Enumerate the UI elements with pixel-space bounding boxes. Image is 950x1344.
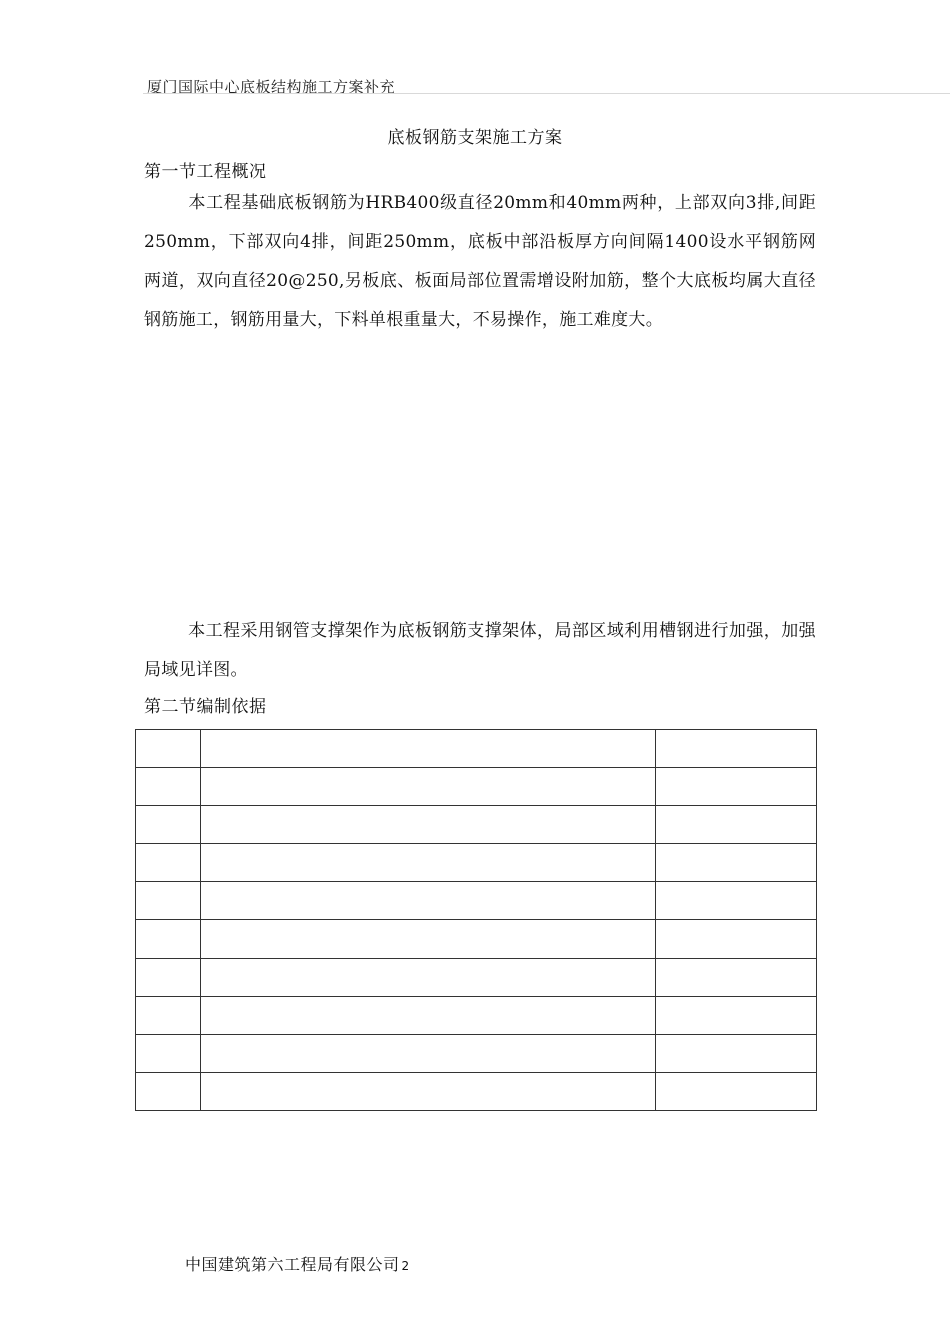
table-row bbox=[136, 996, 817, 1034]
table-cell bbox=[136, 882, 201, 920]
section-heading-basis: 第二节编制依据 bbox=[144, 697, 267, 717]
footer-company: 中国建筑第六工程局有限公司 bbox=[185, 1255, 400, 1274]
basis-table-body bbox=[136, 730, 817, 1111]
table-row bbox=[136, 1034, 817, 1072]
table-cell bbox=[136, 730, 201, 768]
table-cell bbox=[136, 1034, 201, 1072]
table-cell bbox=[656, 958, 817, 996]
table-row bbox=[136, 768, 817, 806]
table-cell bbox=[656, 1072, 817, 1110]
table-cell bbox=[656, 996, 817, 1034]
table-row bbox=[136, 730, 817, 768]
table-cell bbox=[201, 730, 656, 768]
table-cell bbox=[201, 1072, 656, 1110]
section-heading-overview: 第一节工程概况 bbox=[144, 162, 267, 182]
table-cell bbox=[656, 882, 817, 920]
table-cell bbox=[201, 844, 656, 882]
basis-table bbox=[135, 729, 817, 1111]
support-paragraph-text: 本工程采用钢管支撑架作为底板钢筋支撑架体，局部区域利用槽钢进行加强，加强局域见详图。 bbox=[144, 621, 816, 680]
table-row bbox=[136, 882, 817, 920]
header-rule bbox=[143, 93, 950, 94]
table-cell bbox=[201, 996, 656, 1034]
table-cell bbox=[201, 1034, 656, 1072]
table-cell bbox=[656, 1034, 817, 1072]
table-cell bbox=[656, 806, 817, 844]
table-cell bbox=[136, 806, 201, 844]
table-row bbox=[136, 1072, 817, 1110]
table-cell bbox=[656, 844, 817, 882]
table-cell bbox=[656, 768, 817, 806]
table-cell bbox=[201, 920, 656, 958]
table-cell bbox=[136, 958, 201, 996]
table-cell bbox=[136, 844, 201, 882]
table-cell bbox=[136, 1072, 201, 1110]
table-row bbox=[136, 844, 817, 882]
document-title: 底板钢筋支架施工方案 bbox=[387, 128, 563, 148]
table-row bbox=[136, 920, 817, 958]
table-row bbox=[136, 958, 817, 996]
overview-paragraph-text: 本工程基础底板钢筋为HRB400级直径20mm和40mm两种，上部双向3排,间距250mm，下部双向4排，间距250mm，底板中部沿板厚方向间隔1400设水平钢筋网两道，双向直径20@250,另板底、板面局部位置需增设附加筋，整个大底板均属大直径钢筋施工，钢筋用量大，下料单根重量大，不易操作，施工难度大。 bbox=[144, 193, 816, 330]
table-cell bbox=[201, 882, 656, 920]
page-footer bbox=[185, 1252, 410, 1275]
table-cell bbox=[656, 730, 817, 768]
table-cell bbox=[136, 920, 201, 958]
table-cell bbox=[136, 996, 201, 1034]
table-row bbox=[136, 806, 817, 844]
page-header: 厦门国际中心底板结构施工方案补充 bbox=[147, 78, 396, 96]
table-cell bbox=[201, 768, 656, 806]
table-cell bbox=[201, 958, 656, 996]
support-paragraph bbox=[144, 612, 816, 690]
table-cell bbox=[656, 920, 817, 958]
page-number: 2 bbox=[401, 1259, 410, 1273]
table-cell bbox=[136, 768, 201, 806]
table-cell bbox=[201, 806, 656, 844]
overview-paragraph bbox=[144, 184, 816, 340]
